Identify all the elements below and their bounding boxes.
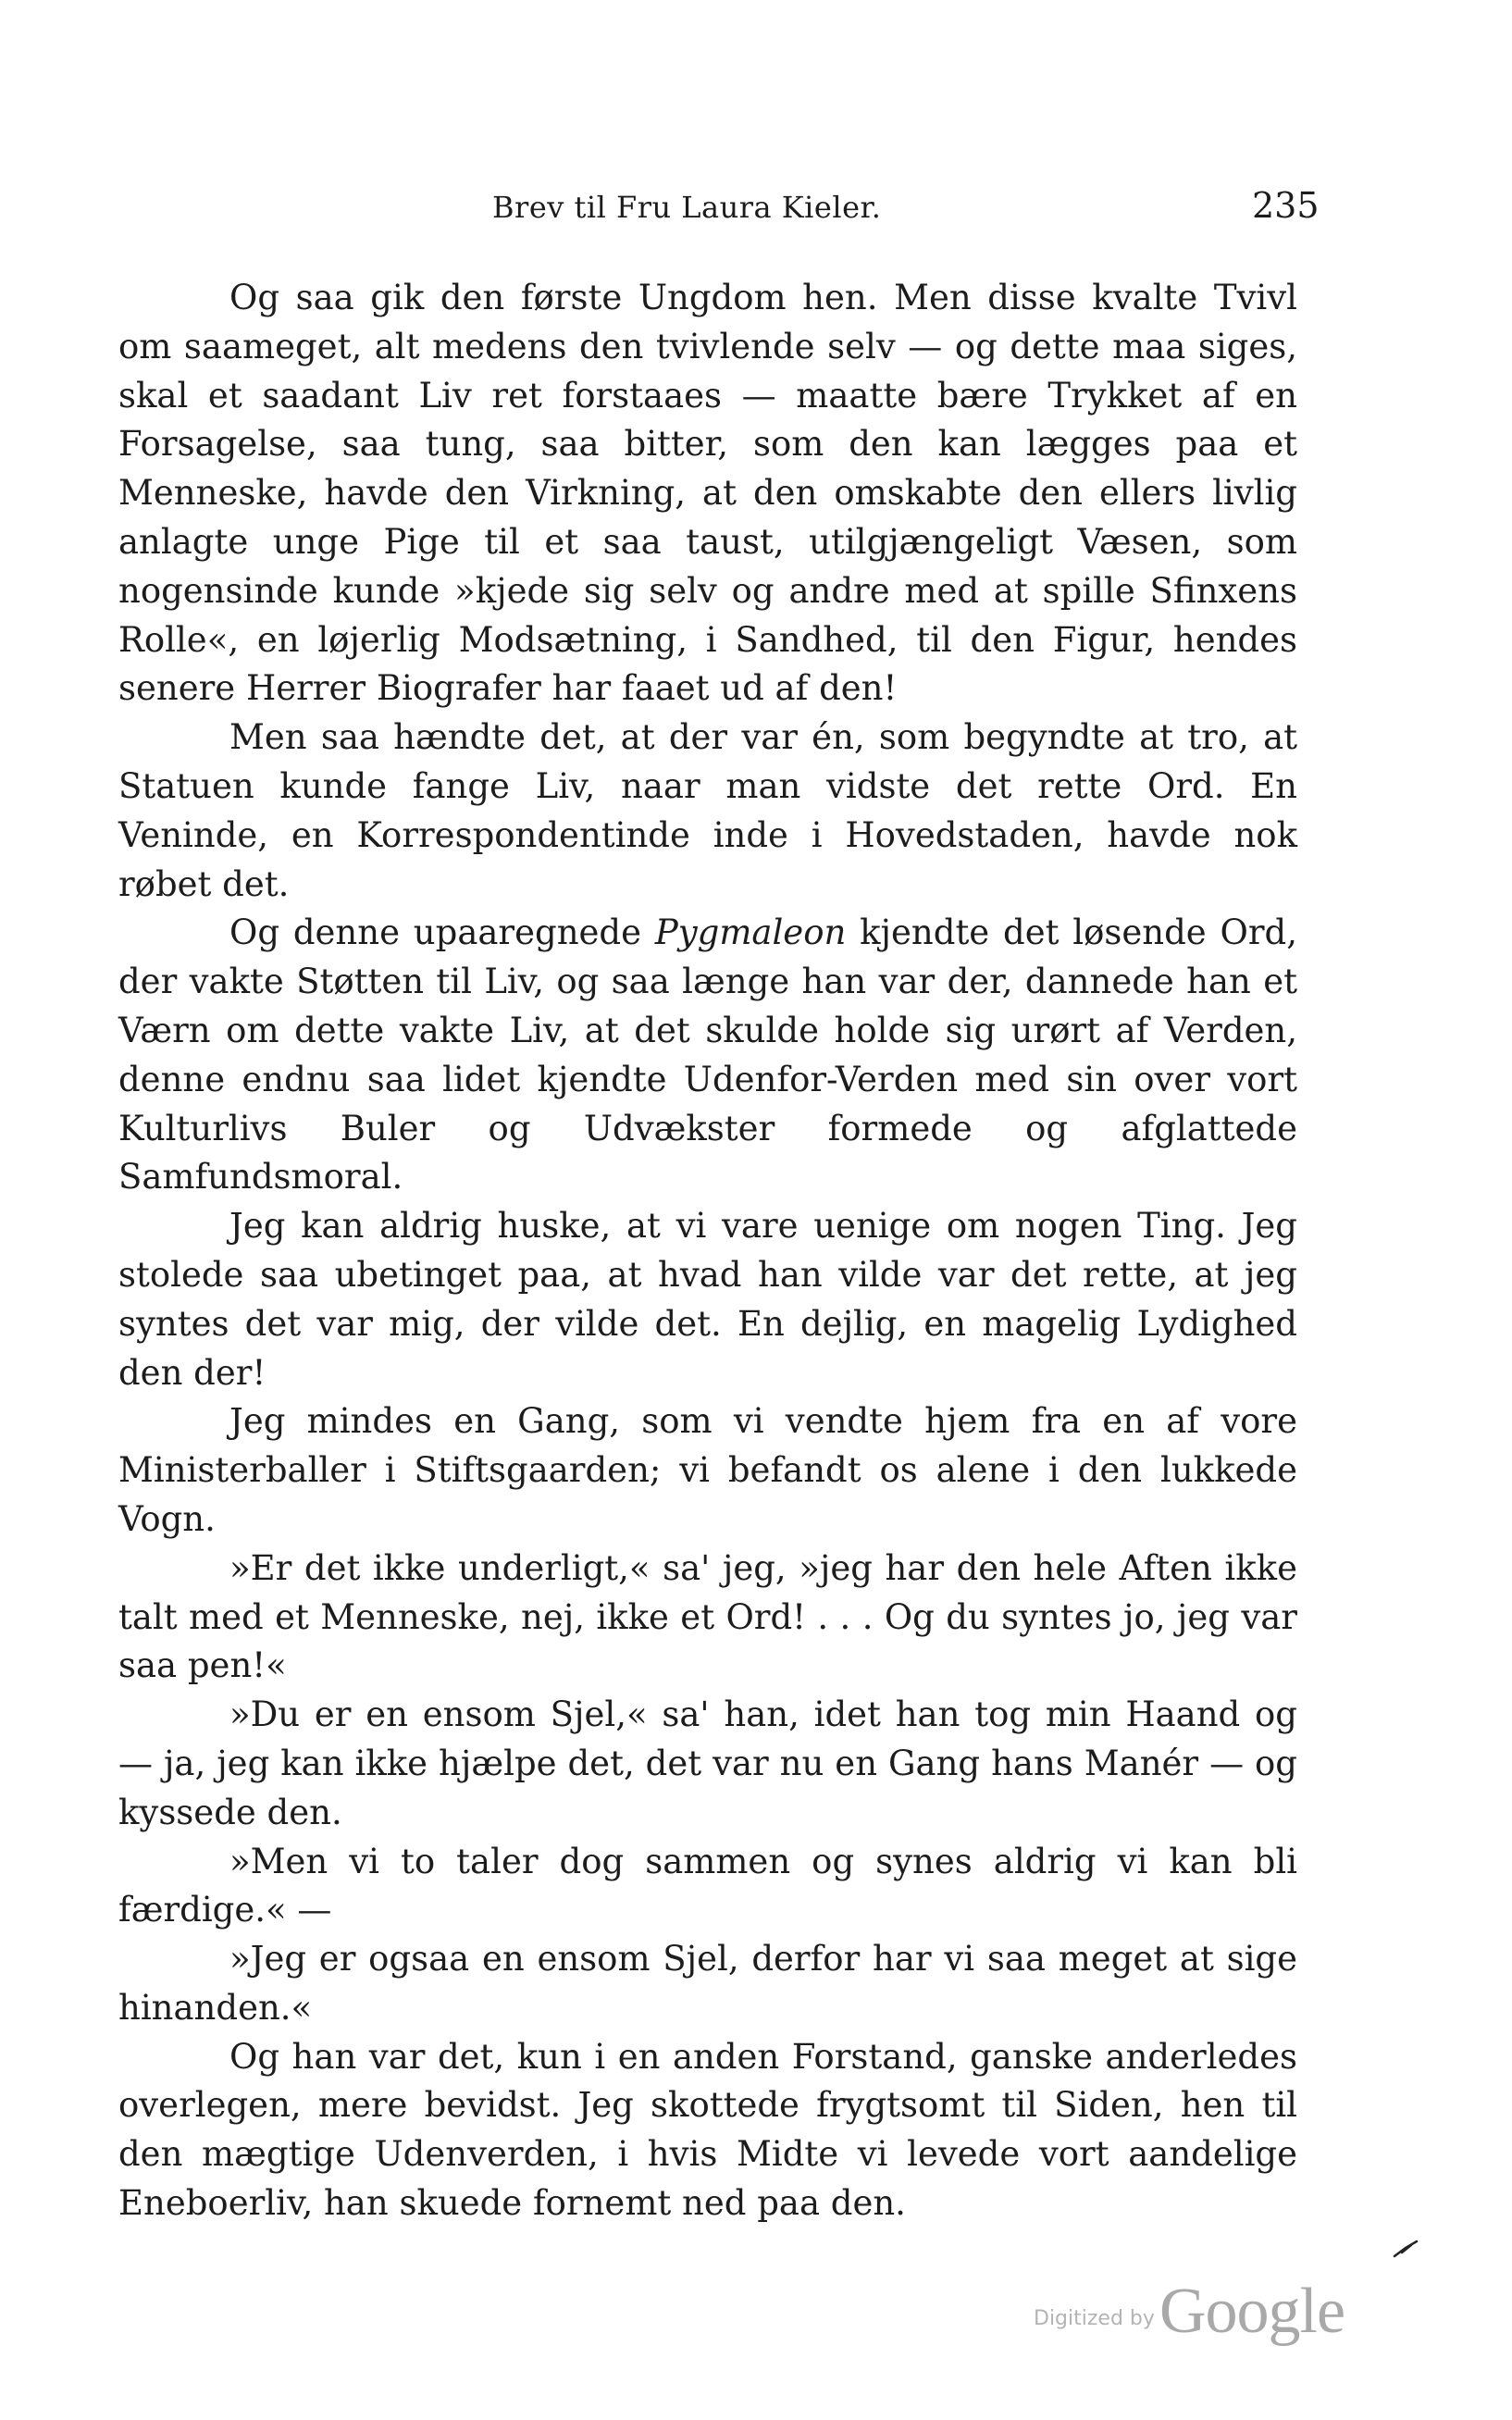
italic-name: Pygmaleon [654,912,847,953]
paragraph-text: kjendte det løsende Ord, der vakte Støtten til Liv, og saa længe han var der, dannede han et Værn om dette vakte Liv, at det skulde holde sig urørt af Verden, denne endnu saa lidet kjendte Udenfor-Verden med sin over vort Kulturlivs Buler og Udvækster formede og afglattede Samfundsmoral. [118,912,1297,1198]
body-text [118,274,1297,2228]
paragraph: Men saa hændte det, at der var én, som begyndte at tro, at Statuen kunde fange Liv, naar man vidste det rette Ord. En Veninde, en Korrespondentinde inde i Hovedstaden, havde nok røbet det. [118,717,1297,904]
paragraph: »Du er en ensom Sjel,« sa' han, idet han tog min Haand og — ja, jeg kan ikke hjælpe det, det var nu en Gang hans Manér — og kyssede den. [118,1694,1297,1832]
running-head: Brev til Fru Laura Kieler. [492,190,882,225]
paragraph: Jeg mindes en Gang, som vi vendte hjem fra en af vore Ministerballer i Stiftsgaarden; vi befandt os alene i den lukkede Vogn. [118,1401,1297,1539]
ink-mark-icon [1393,2238,1422,2260]
watermark-prefix: Digitized by [1034,2307,1155,2330]
digitized-watermark [1034,2275,1345,2349]
paragraph: »Jeg er ogsaa en ensom Sjel, derfor har vi saa meget at sige hinanden.« [118,1939,1297,2028]
paragraph [118,909,1297,1202]
paragraph: Og saa gik den første Ungdom hen. Men disse kvalte Tvivl om saameget, alt medens den tvivlende selv — og dette maa siges, skal et saadant Liv ret forstaaes — maatte bære Trykket af en Forsagelse, saa tung, saa bitter, som den kan lægges paa et Menneske, havde den Virkning, at den omskabte den ellers livlig anlagte unge Pige til et saa taust, utilgjængeligt Væsen, som nogensinde kunde »kjede sig selv og andre med at spille Sfinxens Rolle«, en løjerlig Modsætning, i Sandhed, til den Figur, hendes senere Herrer Biografer har faaet ud af den! [118,278,1297,709]
page-number: 235 [1252,185,1320,226]
google-logo: Google [1159,2276,1345,2347]
paragraph-text: Og denne upaaregnede [229,912,655,953]
paragraph: »Er det ikke underligt,« sa' jeg, »jeg har den hele Aften ikke talt med et Menneske, nej, ikke et Ord! . . . Og du syntes jo, jeg var saa pen!« [118,1547,1297,1686]
paragraph: Og han var det, kun i en anden Forstand, ganske anderledes overlegen, mere bevidst. Jeg skottede frygtsomt til Siden, hen til den mægtige Udenverden, i hvis Midte vi levede vort aandelige Eneboerliv, han skuede fornemt ned paa den. [118,2036,1297,2224]
paragraph: »Men vi to taler dog sammen og synes aldrig vi kan bli færdige.« — [118,1841,1297,1930]
paragraph: Jeg kan aldrig huske, at vi vare uenige om nogen Ting. Jeg stolede saa ubetinget paa, at hvad han vilde var det rette, at jeg syntes det var mig, der vilde det. En dejlig, en magelig Lydighed den der! [118,1206,1297,1393]
